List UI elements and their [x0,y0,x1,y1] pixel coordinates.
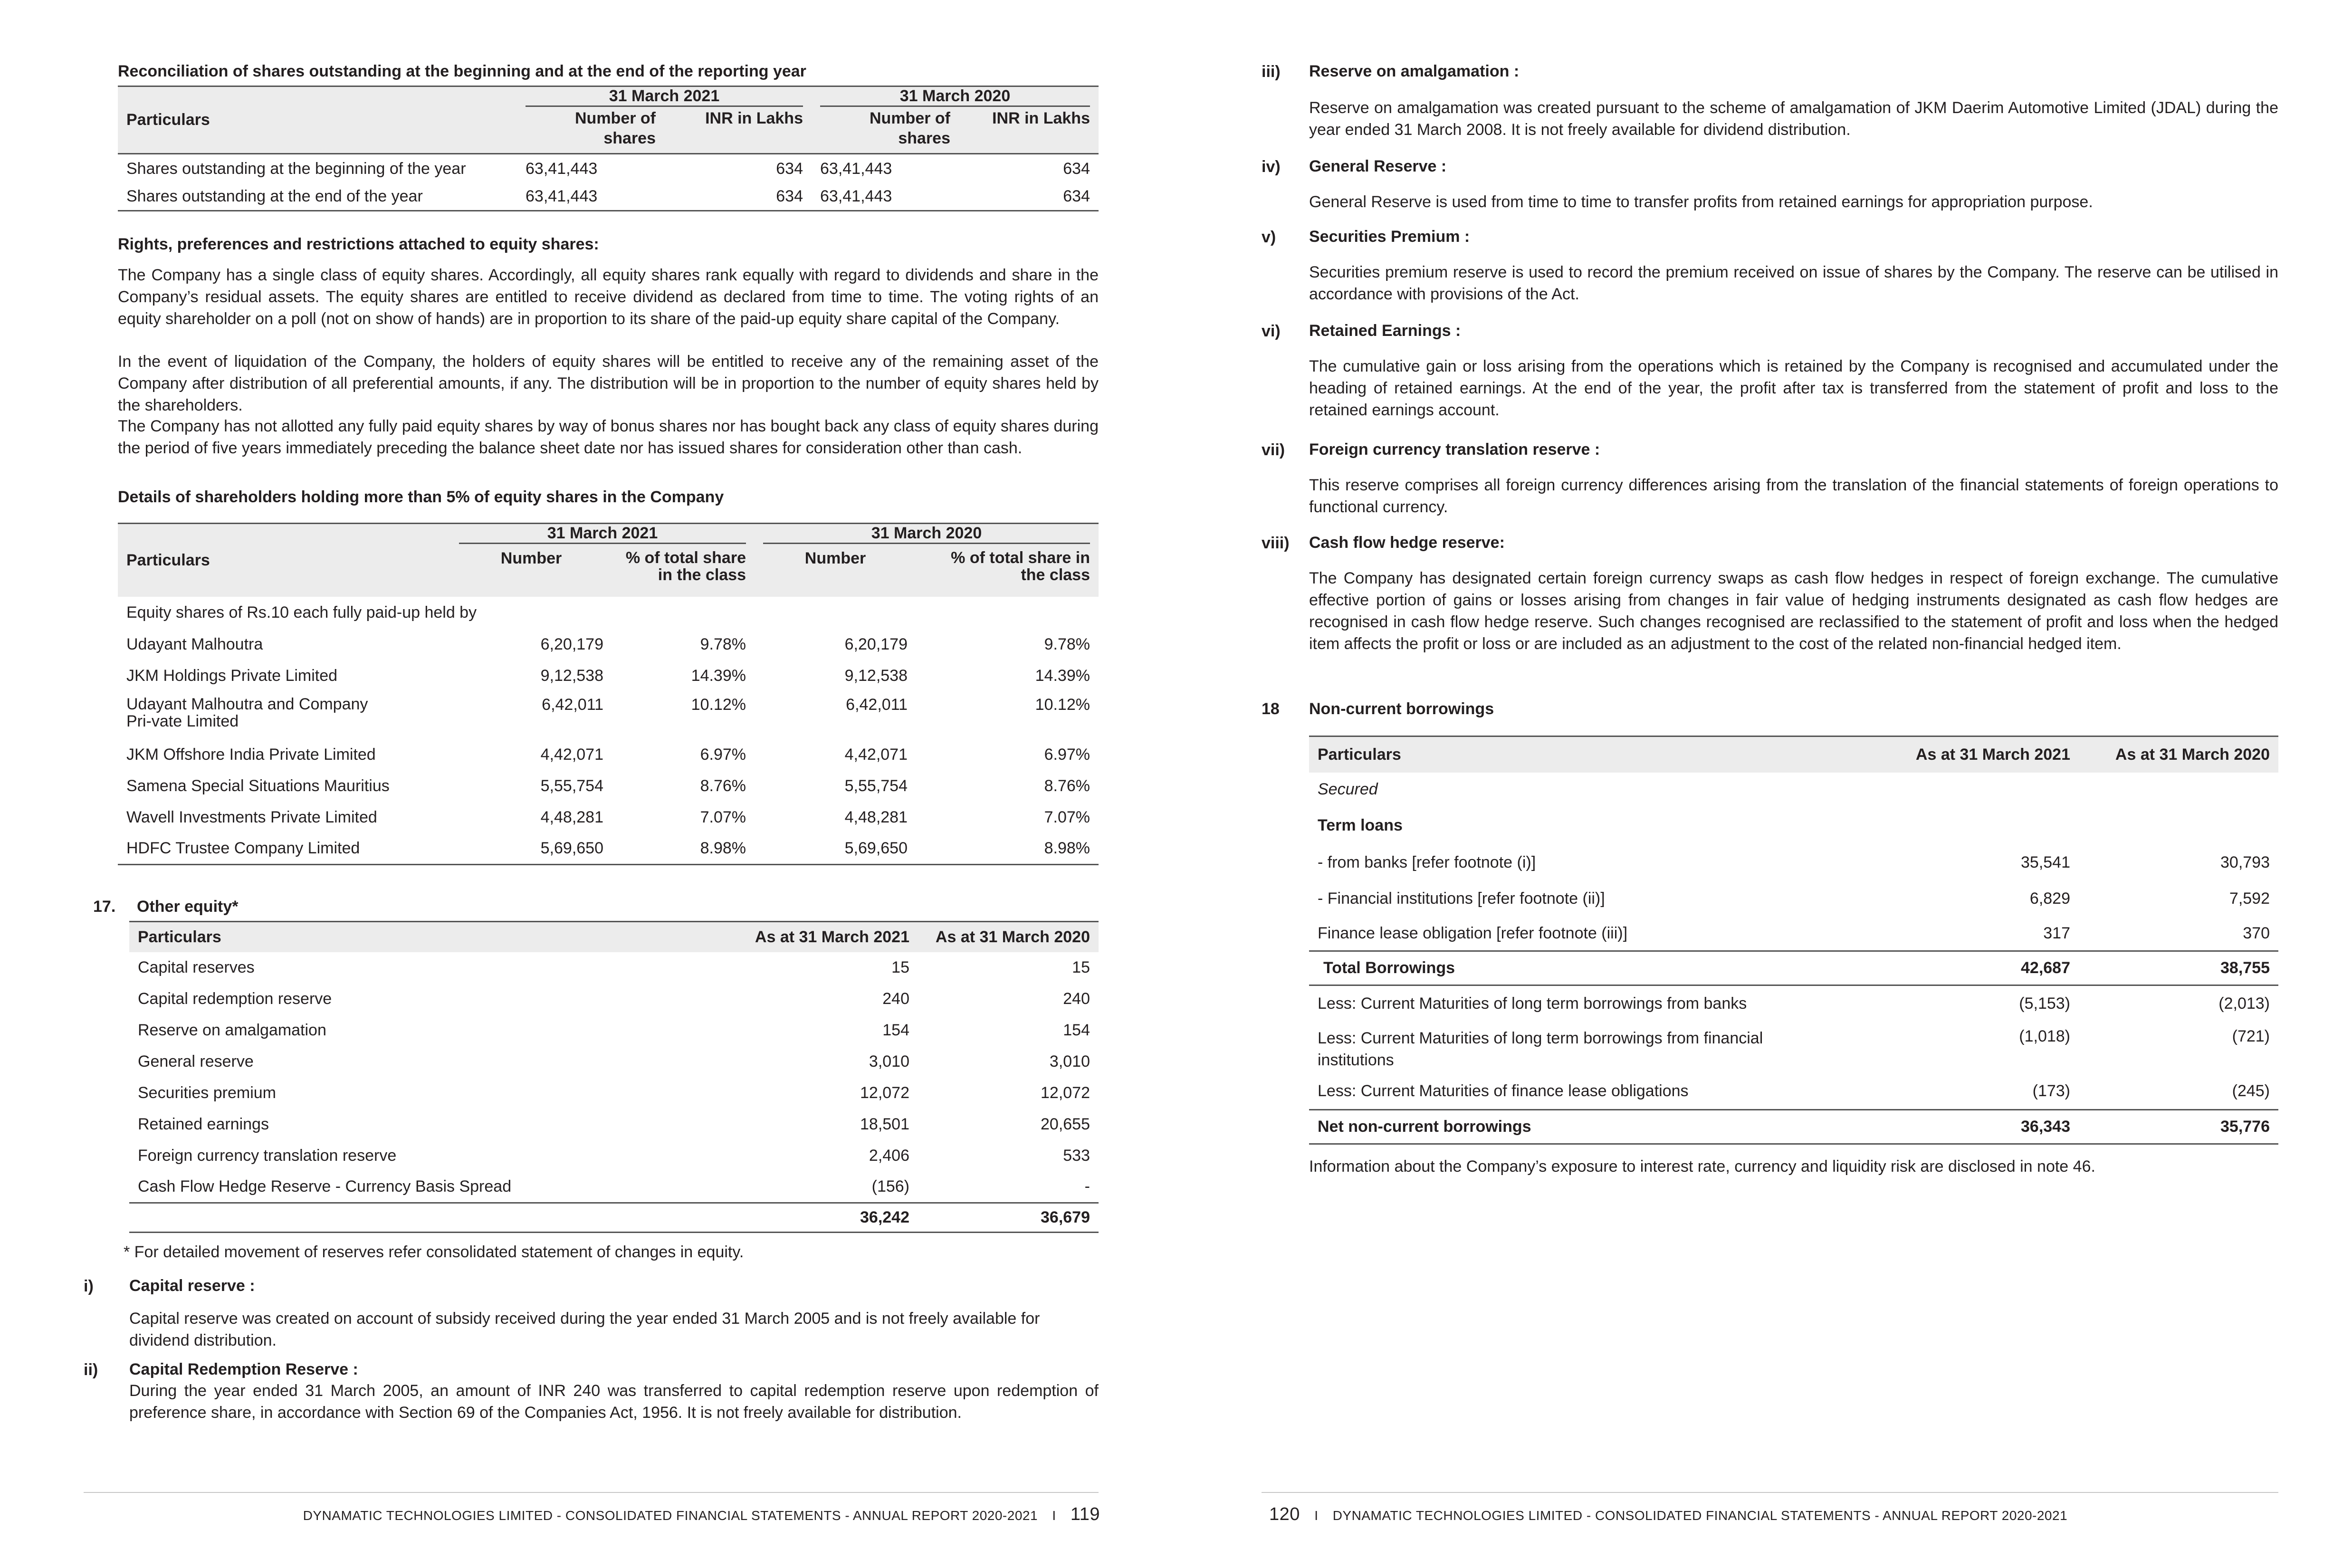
table-row: JKM Holdings Private Limited 9,12,538 14.39% 9,12,538 14.39% [126,667,1090,685]
reconciliation-table-wrap [118,86,1099,211]
total-row [129,1203,1099,1233]
table-row: Less: Current Maturities of long term borrowings from banks (5,153) (2,013) [1318,994,2270,1013]
col-2020: As at 31 March 2020 [935,927,1090,946]
period-2020-header: 31 March 2020 [755,524,1099,549]
reserve-amalgamation-title: Reserve on amalgamation : [1309,62,1520,80]
footer [1269,1504,2067,1525]
other-equity-table [129,921,1099,1233]
table-row: Finance lease obligation [refer footnote (iii)] 317 370 [1309,917,2278,951]
fx-translation-title: Foreign currency translation reserve : [1309,440,1600,459]
borrowings-table-wrap [1309,736,2278,1145]
general-reserve-title: General Reserve : [1309,157,1447,175]
table-row: Shares outstanding at the end of the year 63,41,443 634 63,41,443 634 [118,183,1099,211]
borrowings-table [1309,736,2278,1145]
col-2021: As at 31 March 2021 [755,927,909,946]
table-row: Wavell Investments Private Limited 4,48,281 7.07% 4,48,281 7.07% [126,808,1090,826]
net-2020: 35,776 [2220,1118,2270,1136]
table-row: Shares outstanding at the beginning of the year 63,41,443 634 63,41,443 634 [126,159,1090,178]
footer-separator: I [1052,1508,1056,1523]
table-row: JKM Offshore India Private Limited 4,42,071 6.97% 4,42,071 6.97% [126,746,1090,764]
numeral-iii: iii) [1262,63,1281,81]
table-row: HDFC Trustee Company Limited 5,69,650 8.98% 5,69,650 8.98% [118,833,1099,865]
col-particulars: Particulars [1318,745,1401,764]
table-row: Reserve on amalgamation 154 154 [138,1021,1090,1039]
period-2021-header: 31 March 2021 [517,86,812,108]
numeral-vii: vii) [1262,441,1285,459]
right-page [1176,0,2352,1568]
cash-flow-hedge-title: Cash flow hedge reserve: [1309,534,1505,552]
borrowings-note: Information about the Company’s exposure to interest rate, currency and liquidity risk are disclosed in note 46. [1309,1157,2095,1176]
numeral-viii: viii) [1262,534,1290,552]
securities-premium-title: Securities Premium : [1309,228,1470,246]
cash-flow-hedge-text: The Company has designated certain foreign currency swaps as cash flow hedges in respect of foreign exchange. The cumulative effective portion of gains or losses arising from changes in fair value of hedging instruments designated as cash flow hedges are recognised in cash flow hedge reserve. Such changes recognised are reclassified to the statement of profit and loss when the hedged item affects the profit or loss or are included as an adjustment to the cost of the related non-financial hedged item. [1309,569,2278,653]
sub-number-2021: Number [500,549,562,567]
footer-text: DYNAMATIC TECHNOLOGIES LIMITED - CONSOLIDATED FINANCIAL STATEMENTS - ANNUAL REPORT 2020-2021 [1332,1508,2068,1523]
numeral-vi: vi) [1262,322,1281,340]
col-particulars: Particulars [126,551,210,569]
reconciliation-title: Reconciliation of shares outstanding at the beginning and at the end of the reporting year [118,62,806,80]
col-2020: As at 31 March 2020 [2115,745,2270,764]
table-row: Cash Flow Hedge Reserve - Currency Basis Spread (156) - [138,1177,1090,1196]
retained-earnings-title: Retained Earnings : [1309,322,1461,340]
period-2020-header: 31 March 2020 [812,86,1099,108]
borrowings-title: Non-current borrowings [1309,700,1494,718]
sub-pct-2020: % of total share in the class [951,548,1090,584]
reserve-amalgamation-text: Reserve on amalgamation was created pursuant to the scheme of amalgamation of JKM Daerim Automotive Limited (JDAL) during the year ended 31 March 2008. It is not freely available for dividend distribution. [1309,99,2278,139]
capital-redemption-text: During the year ended 31 March 2005, an amount of INR 240 was transferred to capital redemption reserve upon redemption of preference share, in accordance with Section 69 of the Companies Act, 1956. It is not freely available for distribution. [129,1382,1099,1422]
footer-rule [84,1492,1099,1493]
net-row: Net non-current borrowings 36,343 35,776 [1309,1110,2278,1144]
fx-translation-text: This reserve comprises all foreign currency differences arising from the translation of the financial statements of foreign operations to functional currency. [1309,476,2278,516]
shareholders-title: Details of shareholders holding more than 5% of equity shares in the Company [118,488,724,506]
group-label-row: Equity shares of Rs.10 each fully paid-up held by [126,603,477,621]
sub-pct-2021: % of total share in the class [625,548,746,584]
capital-redemption-title: Capital Redemption Reserve : [129,1360,358,1378]
total-row: Total Borrowings 42,687 38,755 [1309,951,2278,985]
numeral-ii: ii) [84,1361,98,1379]
table-row: Less: Current Maturities of finance lease obligations (173) (245) [1309,1074,2278,1110]
other-equity-title: Other equity* [137,898,239,916]
secured-row: Secured [1318,780,1378,798]
rights-para-1: The Company has a single class of equity shares. Accordingly, all equity shares rank equally with regard to dividends and share in the Company’s residual assets. The equity shares are entitled to receive dividend as declared from time to time. The voting rights of an equity shareholder on a poll (not on show of hands) are in proportion to its share of the paid-up equity share capital of the Company. [118,266,1099,328]
section-18-number: 18 [1262,700,1280,718]
col-particulars: Particulars [126,111,210,129]
table-row: Securities premium 12,072 12,072 [138,1084,1090,1102]
rights-title: Rights, preferences and restrictions attached to equity shares: [118,235,599,253]
shareholders-table-wrap [118,523,1099,865]
col-particulars: Particulars [138,927,221,946]
table-row: General reserve 3,010 3,010 [138,1052,1090,1071]
reconciliation-table [118,86,1099,211]
col-2021: As at 31 March 2021 [1915,745,2070,764]
section-17-number: 17. [93,898,116,916]
table-row: Udayant Malhoutra and Company Pri-vate Limited 6,42,011 10.12% 6,42,011 10.12% [126,695,1090,730]
total-2020: 36,679 [1041,1208,1090,1226]
total-2020: 38,755 [2220,959,2270,977]
period-2021-header: 31 March 2021 [450,524,755,549]
sub-number-2020: Number [804,549,866,567]
sub-inr-2021: INR in Lakhs [705,109,803,127]
other-equity-footnote: * For detailed movement of reserves refer consolidated statement of changes in equity. [124,1243,744,1261]
table-row: Less: Current Maturities of long term borrowings from financial institutions (1,018) (721) [1318,1027,2270,1069]
page-number: 119 [1070,1504,1100,1524]
numeral-i: i) [84,1277,94,1295]
rights-para-3: The Company has not allotted any fully paid equity shares by way of bonus shares nor has bought back any class of equity shares during the period of five years immediately preceding the balance sheet date nor has issued shares for consideration other than cash. [118,417,1099,457]
table-row: Capital redemption reserve 240 240 [138,990,1090,1008]
net-2021: 36,343 [2021,1118,2070,1136]
capital-reserve-text: Capital reserve was created on account of subsidy received during the year ended 31 March 2005 and is not freely available for dividend distribution. [129,1310,1040,1349]
footer-rule [1262,1492,2278,1493]
table-row: - Financial institutions [refer footnote (ii)] 6,829 7,592 [1318,889,2270,908]
rights-para-2: In the event of liquidation of the Company, the holders of equity shares will be entitled to receive any of the remaining asset of the Company after distribution of all preferential amounts, if any. The distribution will be in proportion to the number of equity shares held by the shareholders. [118,353,1099,414]
numeral-iv: iv) [1262,158,1281,176]
footer-separator: I [1314,1508,1319,1523]
numeral-v: v) [1262,228,1276,246]
total-2021: 36,242 [860,1208,909,1226]
table-row: Udayant Malhoutra 6,20,179 9.78% 6,20,179 9.78% [126,635,1090,653]
table-row: Retained earnings 18,501 20,655 [138,1115,1090,1133]
other-equity-table-wrap [129,921,1099,1233]
table-row: Foreign currency translation reserve 2,406 533 [138,1147,1090,1165]
table-row: Samena Special Situations Mauritius 5,55,754 8.76% 5,55,754 8.76% [126,777,1090,795]
general-reserve-text: General Reserve is used from time to time to transfer profits from retained earnings for appropriation purpose. [1309,193,2093,211]
table-row: - from banks [refer footnote (i)] 35,541 30,793 [1318,853,2270,871]
sub-inr-2020: INR in Lakhs [992,109,1090,127]
securities-premium-text: Securities premium reserve is used to record the premium received on issue of shares by the Company. The reserve can be utilised in accordance with provisions of the Act. [1309,263,2278,303]
capital-reserve-title: Capital reserve : [129,1277,255,1295]
sub-number-2021: Number of shares [575,109,656,147]
term-loans-row: Term loans [1318,816,1403,834]
table-row: Capital reserves 15 15 [138,958,1090,976]
footer [303,1504,1100,1525]
sub-number-2020: Number of shares [870,109,950,147]
shareholders-table [118,523,1099,865]
footer-text: DYNAMATIC TECHNOLOGIES LIMITED - CONSOLIDATED FINANCIAL STATEMENTS - ANNUAL REPORT 2020-2021 [303,1508,1038,1523]
retained-earnings-text: The cumulative gain or loss arising from the operations which is retained by the Company is recognised and accumulated under the heading of retained earnings. At the end of the year, the profit after tax is transferred from the statement of profit and loss to the retained earnings account. [1309,357,2278,419]
page-number: 120 [1269,1504,1300,1524]
total-2021: 42,687 [2021,959,2070,977]
